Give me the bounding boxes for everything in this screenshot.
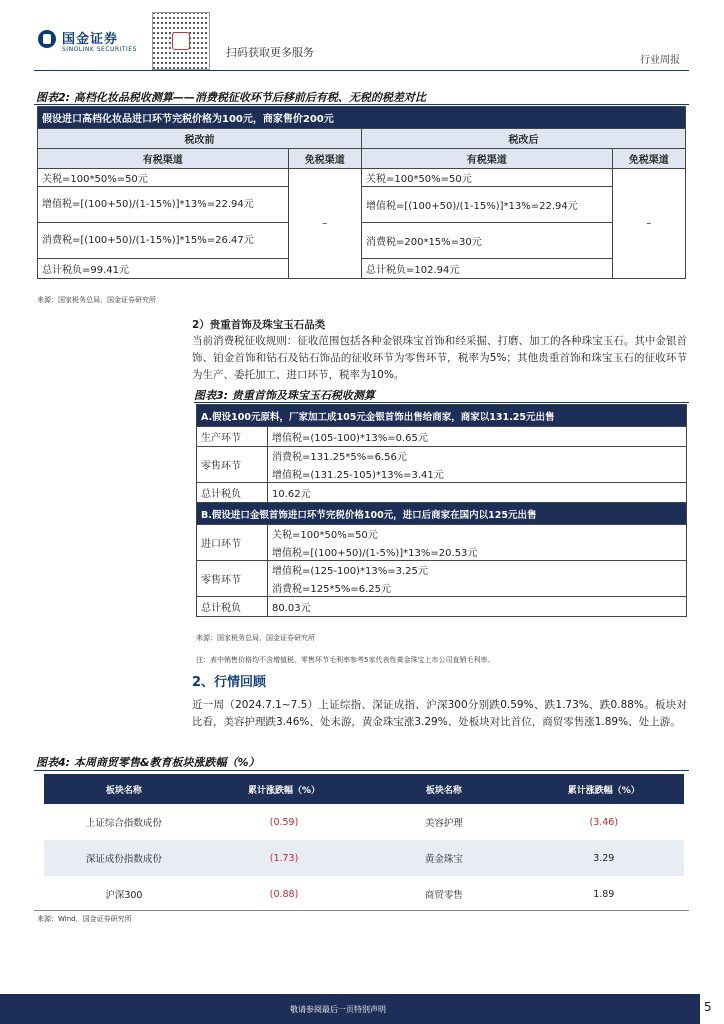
row-left-name: 上证综合指数成份 [85, 818, 162, 829]
a-total-label: 总计税负 [197, 483, 268, 503]
row-left-value: (1.73) [204, 840, 364, 876]
figure-4-title: 图表4: 本周商贸零售&教育板块涨跌幅（%） [36, 756, 260, 769]
figure-3-table [196, 404, 687, 617]
production-stage-label: 生产环节 [197, 427, 268, 447]
import-stage-label: 进口环节 [197, 525, 268, 561]
figure-3-note: 注：表中销售价格均不含增值税，零售环节毛利率参考5家代表性黄金珠宝上市公司直销毛利率。 [196, 656, 495, 664]
footer-disclaimer: 敬请参阅最后一页特别声明 [290, 1005, 386, 1014]
scan-prompt: 扫码获取更多服务 [226, 46, 314, 59]
figure-4-rule [34, 770, 689, 771]
b-total-value: 80.03元 [268, 597, 687, 617]
figure-2-title: 图表2: 高档化妆品税收测算——消费税征收环节后移前后有税、无税的税差对比 [36, 91, 426, 104]
row-right-value: (3.46) [589, 816, 619, 828]
row-right-name: 黄金珠宝 [364, 840, 523, 876]
after-consumption-tax: 消费税=200*15%=30元 [361, 223, 612, 259]
figure-3-source: 来源：国家税务总局，国金证券研究所 [196, 634, 315, 642]
b-retail-stage-label: 零售环节 [197, 561, 268, 597]
figure-2-table [37, 106, 686, 279]
logo-icon [38, 30, 56, 48]
qr-center-logo [172, 32, 190, 50]
production-vat: 增值税=(105-100)*13%=0.65元 [268, 427, 687, 447]
col-change-left: 累计涨跌幅（%） [204, 774, 364, 804]
market-paragraph: 近一周（2024.7.1~7.5）上证综指、深证成指、沪深300分别跌0.59%、跌1.73%、跌0.88%。板块对比看，美容护理跌3.46%、处末游，黄金珠宝涨3.29%、处板块对比首位，商贸零售涨1.89%、处上游。 [192, 699, 687, 728]
after-untaxed-header: 免税渠道 [612, 149, 685, 169]
figure-4-table [44, 774, 684, 912]
after-taxed-header: 有税渠道 [361, 149, 612, 169]
import-vat: 增值税=[(100+50)/(1-5%)]*13%=20.53元 [268, 543, 687, 561]
before-untaxed-header: 免税渠道 [288, 149, 361, 169]
row-left-value: (0.88) [269, 888, 299, 900]
figure-3-title: 图表3: 贵重首饰及珠宝玉石税收测算 [194, 389, 375, 402]
scenario-a-header: A.假设100元原料，厂家加工成105元金银首饰出售给商家，商家以131.25元出售 [197, 405, 687, 427]
retail-vat: 增值税=(131.25-105)*13%=3.41元 [268, 465, 687, 483]
after-reform-header: 税改后 [361, 129, 685, 149]
header-divider [34, 70, 689, 71]
retail-stage-label: 零售环节 [197, 447, 268, 483]
market-heading: 2、行情回顾 [192, 675, 267, 690]
b-retail-consumption-tax: 消费税=125*5%=6.25元 [268, 579, 687, 597]
jewelry-paragraph: 当前消费税征收规则：征收范围包括各种金银珠宝首饰和经采掘、打磨、加工的各种珠宝玉石。其中金银首饰、铂金首饰和钻石及钻石饰品的征收环节为零售环节，税率为5%；其他贵重首饰和珠宝玉石的征收环节为生产、委托加工、进口环节，税率为10%。 [192, 335, 687, 381]
col-sector-name-left: 板块名称 [44, 774, 204, 804]
figure-2-assumption: 假设进口高档化妆品进口环节完税价格为100元，商家售价200元 [38, 107, 686, 129]
col-sector-name-right: 板块名称 [364, 774, 523, 804]
after-total: 总计税负=102.94元 [361, 259, 612, 279]
before-tariff: 关税=100*50%=50元 [38, 169, 289, 187]
figure-4-source: 来源：Wind，国金证券研究所 [37, 915, 132, 923]
col-change-right: 累计涨跌幅（%） [524, 774, 684, 804]
row-left-value: (0.59) [269, 816, 299, 828]
retail-consumption-tax: 消费税=131.25*5%=6.56元 [268, 447, 687, 465]
row-right-name: 美容护理 [424, 818, 463, 829]
import-tariff: 关税=100*50%=50元 [268, 525, 687, 543]
before-total: 总计税负=99.41元 [38, 259, 289, 279]
row-left-name: 沪深300 [105, 890, 143, 901]
after-tariff: 关税=100*50%=50元 [361, 169, 612, 187]
after-untaxed-dash: – [612, 169, 685, 279]
scenario-b-header: B.假设进口金银首饰进口环节完税价格100元，进口后商家在国内以125元出售 [197, 503, 687, 525]
figure-3-rule [194, 402, 689, 403]
jewelry-heading: 2）贵重首饰及珠宝玉石品类 [192, 319, 326, 331]
row-right-value: 1.89 [593, 888, 615, 900]
row-right-value: 3.29 [524, 840, 684, 876]
figure-4-bottom-rule [34, 910, 689, 911]
table-row [44, 840, 684, 876]
brand-name-en: SINOLINK SECURITIES [62, 46, 137, 53]
before-reform-header: 税改前 [38, 129, 362, 149]
table-row [44, 804, 684, 840]
brand-name: 国金证券 [62, 32, 119, 47]
before-vat: 增值税=[(100+50)/(1-15%)]*13%=22.94元 [38, 187, 289, 223]
a-total-value: 10.62元 [268, 483, 687, 503]
after-vat: 增值税=[(100+50)/(1-15%)]*13%=22.94元 [361, 187, 612, 223]
before-consumption-tax: 消费税=[(100+50)/(1-15%)]*15%=26.47元 [38, 223, 289, 259]
row-left-name: 深证成份指数成份 [44, 840, 204, 876]
figure-2-rule [34, 104, 689, 105]
table-row [44, 876, 684, 912]
b-total-label: 总计税负 [197, 597, 268, 617]
page-number: 5 [704, 1000, 712, 1014]
before-untaxed-dash: – [288, 169, 361, 279]
before-taxed-header: 有税渠道 [38, 149, 289, 169]
document-type: 行业周报 [640, 55, 680, 66]
figure-2-source: 来源：国家税务总局，国金证券研究所 [37, 296, 156, 304]
row-right-name: 商贸零售 [424, 890, 463, 901]
b-retail-vat: 增值税=(125-100)*13%=3.25元 [268, 561, 687, 579]
